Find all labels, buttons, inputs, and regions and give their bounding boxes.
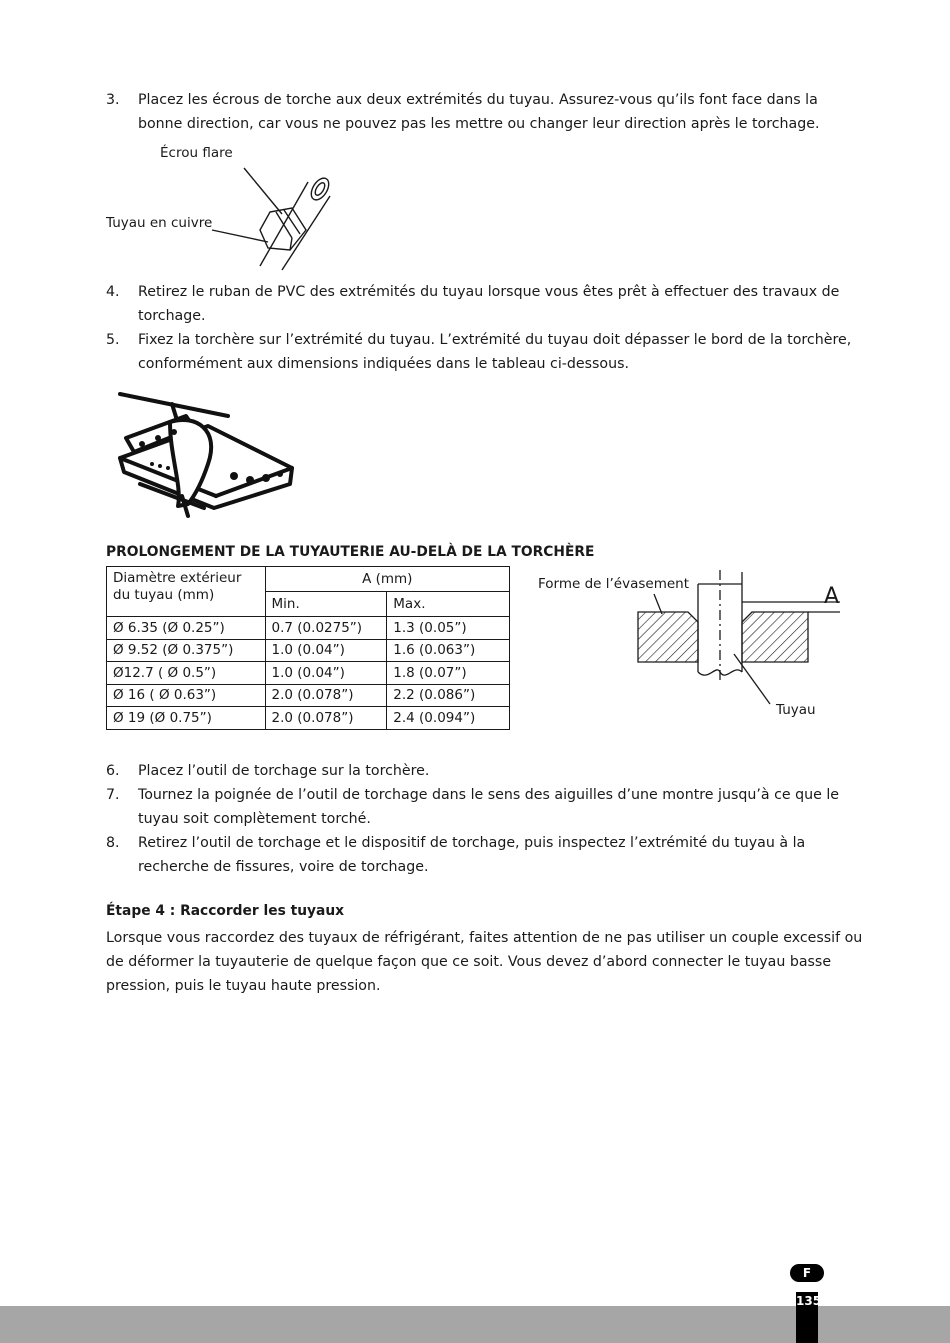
language-badge: F [790,1264,824,1282]
cell-max: 1.3 (0.05”) [387,617,510,640]
stage-title: Étape 4 : Raccorder les tuyaux [106,903,345,919]
cell-diameter: Ø 16 ( Ø 0.63”) [107,684,266,707]
cell-max: 2.4 (0.094”) [387,707,510,730]
page-number: 135 [796,1294,822,1308]
cell-max: 1.6 (0.063”) [387,639,510,662]
header-max: Max. [387,592,510,617]
cell-max: 1.8 (0.07”) [387,662,510,685]
cell-diameter: Ø12.7 ( Ø 0.5”) [107,662,266,685]
flaring-tool-illustration [112,386,302,520]
step-number: 6. [106,763,120,779]
table-row [107,707,510,730]
step-text: Tournez la poignée de l’outil de torchage dans le sens des aiguilles d’une montre jusqu’à ce que le tuyau soit complètement torché. [138,787,840,827]
table-row [107,639,510,662]
flare-nut-illustration [200,160,350,270]
cell-min: 2.0 (0.078”) [265,707,387,730]
cell-max: 2.2 (0.086”) [387,684,510,707]
step-number: 3. [106,92,120,108]
table-row [107,684,510,707]
step-text: Retirez le ruban de PVC des extrémités du tuyau lorsque vous êtes prêt à effectuer des travaux de torchage. [138,284,840,324]
flare-cross-section-diagram [630,568,850,718]
step-number: 8. [106,835,120,851]
cell-diameter: Ø 9.52 (Ø 0.375”) [107,639,266,662]
table-heading: PROLONGEMENT DE LA TUYAUTERIE AU-DELÀ DE LA TORCHÈRE [106,544,595,560]
step-text: Fixez la torchère sur l’extrémité du tuyau. L’extrémité du tuyau doit dépasser le bord de la torchère, conformément aux dimensions indiquées dans le tableau ci-dessous. [138,332,852,372]
cell-min: 1.0 (0.04”) [265,639,387,662]
table-row [107,662,510,685]
cell-min: 0.7 (0.0275”) [265,617,387,640]
extension-table [106,566,510,730]
cell-diameter: Ø 19 (Ø 0.75”) [107,707,266,730]
dimension-a-label: A [824,584,840,609]
step-text: Placez l’outil de torchage sur la torchère. [138,763,430,779]
header-a: A (mm) [265,567,509,592]
step-number: 7. [106,787,120,803]
table-row [107,617,510,640]
step-number: 4. [106,284,120,300]
header-min: Min. [265,592,387,617]
cell-diameter: Ø 6.35 (Ø 0.25”) [107,617,266,640]
step-number: 5. [106,332,120,348]
flare-nut-label: Écrou flare [160,145,233,161]
flare-shape-label: Forme de l’évasement [538,576,690,592]
cell-min: 1.0 (0.04”) [265,662,387,685]
cell-min: 2.0 (0.078”) [265,684,387,707]
step-text: Placez les écrous de torche aux deux extrémités du tuyau. Assurez-vous qu’ils font face dans la bonne direction, car vous ne pouvez pas les mettre ou changer leur direction après le torchage. [138,92,820,132]
stage-body: Lorsque vous raccordez des tuyaux de réfrigérant, faites attention de ne pas utiliser un couple excessif ou de déformer la tuyauterie de quelque façon que ce soit. Vous devez d’abord connecter le tuyau basse pression, puis le tuyau haute pression. [106,930,863,994]
pipe-label: Tuyau [776,702,816,718]
step-text: Retirez l’outil de torchage et le dispositif de torchage, puis inspectez l’extrémité du tuyau à la recherche de fissures, voire de torchage. [138,835,806,875]
copper-pipe-label: Tuyau en cuivre [106,215,213,231]
header-diameter: Diamètre extérieur du tuyau (mm) [107,567,266,617]
